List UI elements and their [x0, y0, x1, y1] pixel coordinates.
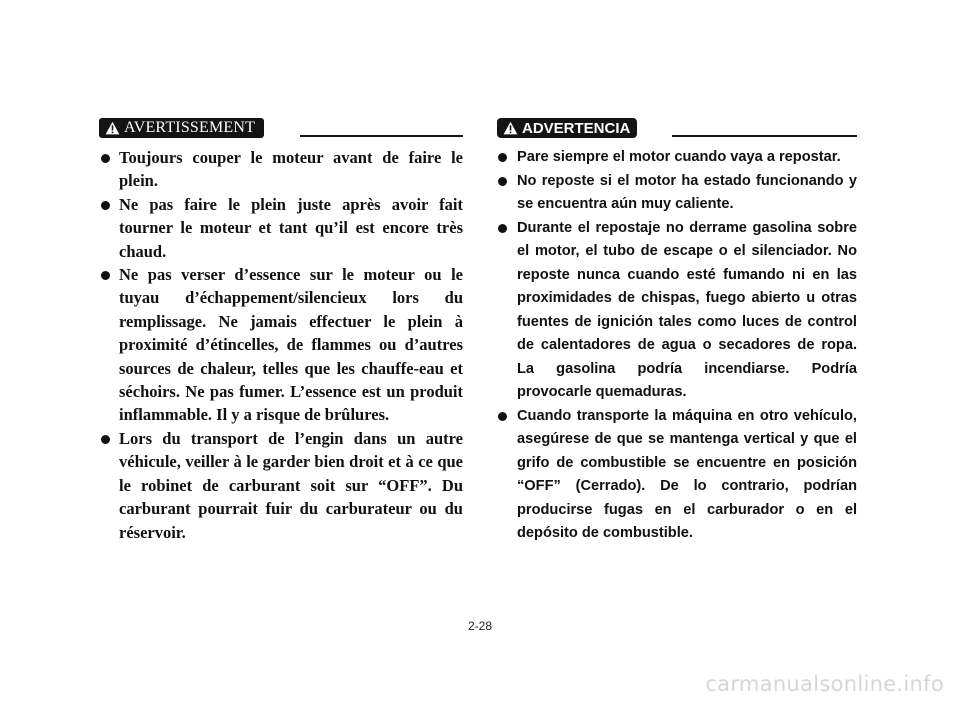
list-item-text: Durante el repostaje no derrame gasolina sobre el motor, el tubo de escape o el silenciador. No reposte nunca cuando esté fumando ni en las proximidades de chispas, fuego abierto u otras fuentes de ignición tales como luces de control de calentadores de agua o secadores de ropa. La gasolina podría incendiarse. Podría provocarle quemaduras.: [517, 219, 857, 400]
list-item: [497, 170, 857, 217]
list-item-text: Cuando transporte la máquina en otro vehículo, asegúrese de que se mantenga vertical y que el grifo de combustible se encuentre en posición “OFF” (Cerrado). De lo contrario, podrían producirse fugas en el carburador o en el depósito de combustible.: [517, 407, 857, 541]
avertissement-badge: [99, 118, 264, 138]
list-item: [99, 263, 463, 427]
list-item-text: Lors du transport de l’engin dans un autre véhicule, veiller à le garder bien droit et à ce que le robinet de carburant soit sur “OFF”. Du carburant pourrait fuir du carburateur ou du réservoir.: [119, 428, 463, 542]
list-item: [497, 146, 857, 170]
list-item: [99, 427, 463, 544]
list-item-text: Pare siempre el motor cuando vaya a repostar.: [517, 149, 841, 165]
spanish-warning-section: [497, 118, 857, 546]
spanish-warning-header: [497, 118, 857, 138]
bullet-dot-icon: [101, 201, 110, 210]
spanish-warning-list: [497, 146, 857, 546]
list-item: [497, 217, 857, 405]
bullet-dot-icon: [498, 224, 507, 233]
warning-triangle-icon: [503, 121, 518, 135]
warning-triangle-icon: [105, 121, 120, 135]
bullet-dot-icon: [498, 153, 507, 162]
list-item-text: Ne pas faire le plein juste après avoir fait tourner le moteur et tant qu’il est encore très chaud.: [119, 194, 463, 261]
badge-label: ADVERTENCIA: [522, 119, 631, 137]
list-item-text: Toujours couper le moteur avant de faire le plein.: [119, 148, 463, 191]
bullet-dot-icon: [498, 412, 507, 421]
list-item: [99, 193, 463, 263]
bullet-dot-icon: [498, 177, 507, 186]
watermark: carmanualsonline.info: [705, 672, 944, 696]
french-warning-header: [99, 118, 463, 138]
header-rule: [672, 135, 857, 137]
list-item-text: Ne pas verser d’essence sur le moteur ou le tuyau d’échappement/silencieux lors du remplissage. Ne jamais effectuer le plein à proximité d’étincelles, de flammes ou d’autres sources de chaleur, telles que les chauffe-eau et séchoirs. Ne pas fumer. L’essence est un produit inflammable. Il y a risque de brûlures.: [119, 265, 463, 425]
header-rule: [300, 135, 463, 137]
bullet-dot-icon: [101, 435, 110, 444]
french-warning-section: [99, 118, 463, 544]
french-warning-list: [99, 146, 463, 544]
list-item-text: No reposte si el motor ha estado funcionando y se encuentra aún muy caliente.: [517, 172, 857, 212]
bullet-dot-icon: [101, 154, 110, 163]
list-item: [99, 146, 463, 193]
list-item: [497, 405, 857, 546]
badge-label: AVERTISSEMENT: [124, 119, 256, 136]
page-number: 2-28: [467, 619, 493, 633]
bullet-dot-icon: [101, 271, 110, 280]
advertencia-badge: [497, 118, 637, 138]
